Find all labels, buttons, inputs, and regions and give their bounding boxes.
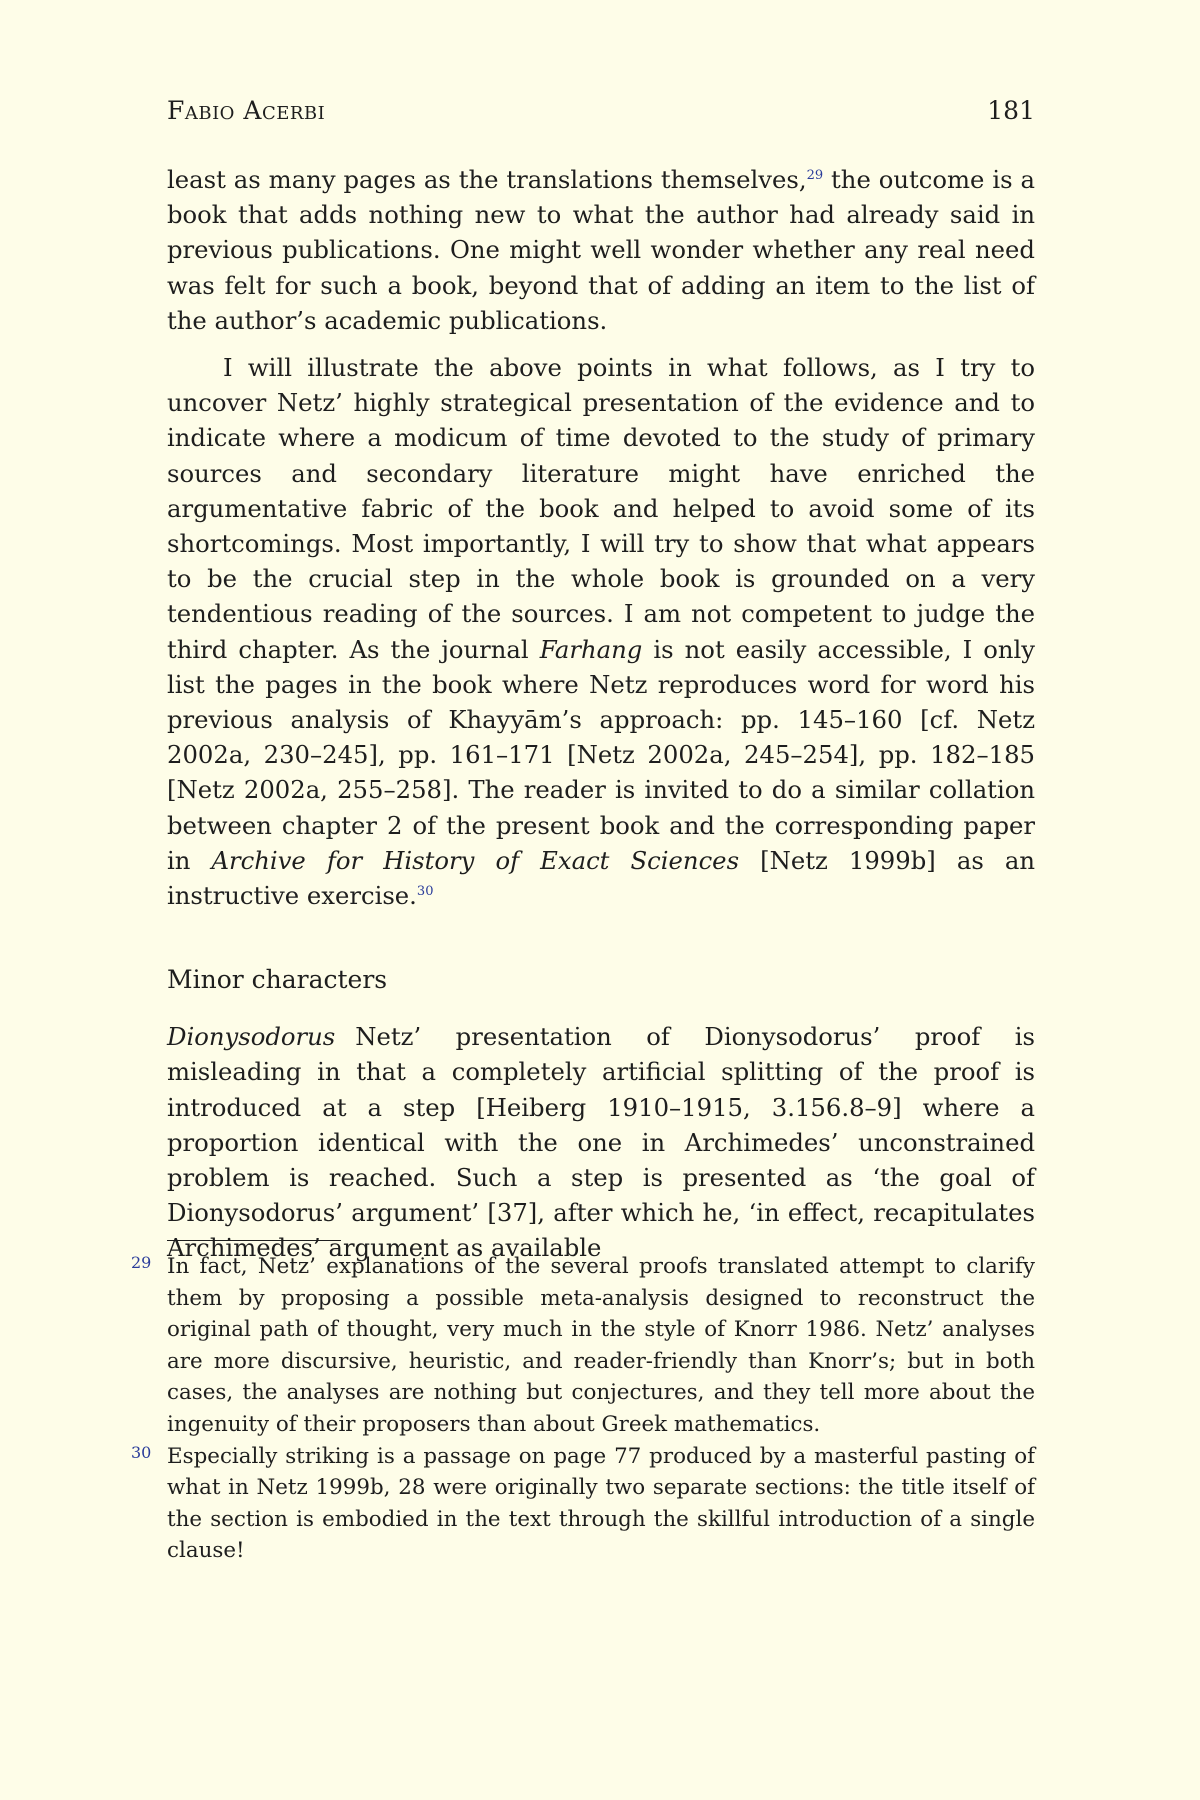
journal-title-archive: Archive for History of Exact Sciences xyxy=(211,845,740,875)
section-heading: Minor characters xyxy=(167,965,388,995)
page-number: 181 xyxy=(987,96,1035,125)
paragraph-2-text-b: is not easily accessible, I only list the pages in the book where Netz reproduces word for word his previous analysis of Khayyām’s approach: pp. 145–160 [cf. Netz 2002a, 230–245], pp. 161–171 [Netz 2002a, 245–254], pp. 182–185 [Netz 2002a, 255–258]. The reader is invited to do a similar collation between chapter 2 of the present book and the corresponding paper in xyxy=(167,634,1035,875)
footnote-30 xyxy=(131,1441,1035,1567)
paragraph-1-text-a: least as many pages as the translations themselves, xyxy=(167,165,807,194)
paragraph-1-text-b: the outcome is a book that adds nothing new to what the author had already said in previous publications. One might well wonder whether any real need was felt for such a book, beyond that of adding an item to the list of the author’s academic publications. xyxy=(167,165,1035,335)
footnote-ref-30[interactable]: 30 xyxy=(416,883,434,899)
paragraph-3-text: Netz’ presentation of Dionysodorus’ proof is misleading in that a completely artificial splitting of the proof is introduced at a step [Heiberg 1910–1915, 3.156.8–9] where a proportion identical with the one in Archimedes’ unconstrained problem is reached. Such a step is presented as ‘the goal of Dionysodorus’ argument’ [37], after which he, ‘in effect, recapitulates Archimedes’ argument as available xyxy=(167,1022,1035,1263)
paragraph-2 xyxy=(167,350,1035,913)
paragraph-3 xyxy=(167,1019,1035,1265)
footnote-ref-29[interactable]: 29 xyxy=(806,167,824,183)
footnote-mark: 29 xyxy=(131,1253,152,1272)
footnote-rule xyxy=(167,1240,341,1241)
paragraph-2-text-c: [Netz 1999b] as an instructive exercise. xyxy=(167,845,1036,911)
footnote-mark: 30 xyxy=(131,1442,152,1462)
footnote-29 xyxy=(131,1251,1035,1441)
footnotes xyxy=(131,1240,1035,1567)
footnote-text: In fact, Netz’ explanations of the several proofs translated attempt to clarify them by proposing a possible meta-analysis designed to reconstruct the original path of thought, very much in the style of Knorr 1986. Netz’ analyses are more discursive, heuristic, and reader-friendly than Knorr’s; but in both cases, the analyses are nothing but conjectures, and they tell more about the ingenuity of their proposers than about Greek mathematics. xyxy=(167,1254,1035,1437)
page-body xyxy=(167,96,1035,1266)
footnote-text: Especially striking is a passage on page 77 produced by a masterful pasting of what in Netz 1999b, 28 were originally two separate sections: the title itself of the section is embodied in the text through the skillful introduction of a single clause! xyxy=(167,1443,1035,1564)
running-head xyxy=(167,96,1035,136)
running-author: Fabio Acerbi xyxy=(167,96,326,125)
journal-title-farhang: Farhang xyxy=(539,634,643,664)
paragraph-1 xyxy=(167,162,1035,338)
main-text xyxy=(167,162,1035,1266)
paragraph-2-text-a: I will illustrate the above points in what follows, as I try to uncover Netz’ highly strategical presentation of the evidence and to indicate where a modicum of time devoted to the study of primary sources and secondary literature might have enriched the argumentative fabric of the book and helped to avoid some of its shortcomings. Most importantly, I will try to show that what appears to be the crucial step in the whole book is grounded on a very tendentious reading of the sources. I am not competent to judge the third chapter. As the journal xyxy=(167,353,1035,664)
run-in-heading: Dionysodorus xyxy=(167,1022,336,1052)
